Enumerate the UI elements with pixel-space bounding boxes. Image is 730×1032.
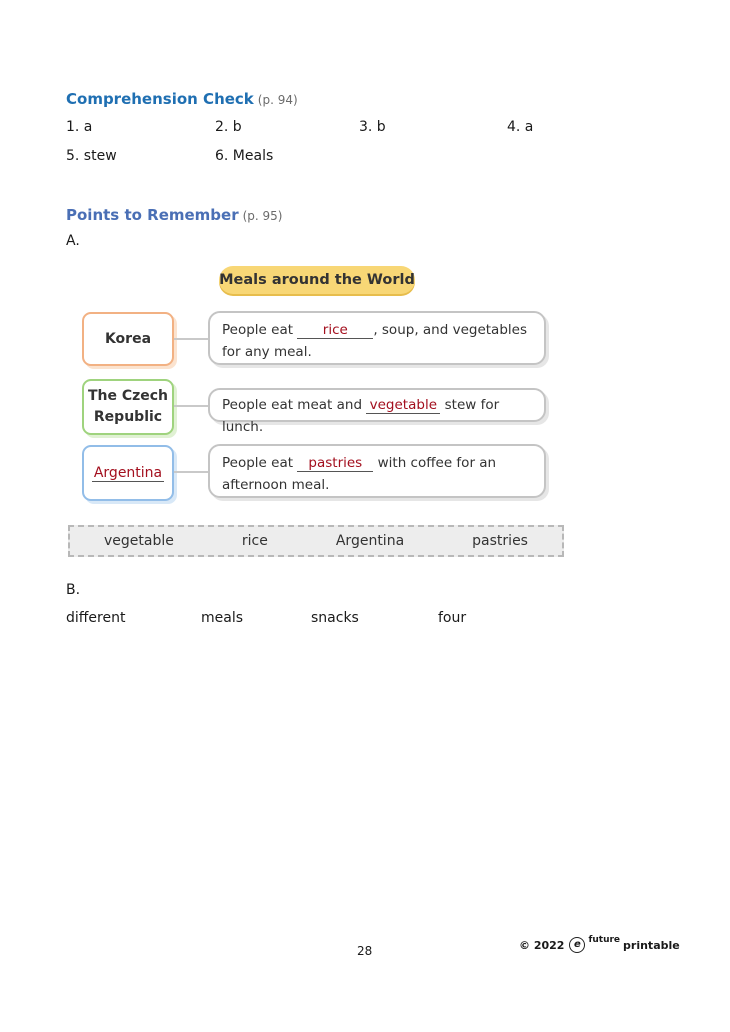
country-label-czech-line2: Republic (93, 409, 163, 425)
country-box-korea (82, 312, 174, 366)
answer-1: 1. a (66, 119, 93, 135)
part-a-label: A. (66, 233, 80, 249)
comprehension-heading (66, 90, 298, 108)
sentence-post: stew for lunch. (222, 397, 500, 435)
page-number: 28 (357, 944, 373, 958)
comprehension-title: Comprehension Check (66, 90, 254, 108)
sentence-pre: People eat (222, 455, 294, 471)
connector-line (174, 338, 208, 340)
sentence-pre: People eat (222, 322, 294, 338)
points-page-ref: (p. 95) (242, 209, 283, 223)
footer-brand (519, 937, 680, 953)
answer-3: 3. b (359, 119, 386, 135)
sentence-box-czech (208, 388, 546, 435)
word-bank-item: rice (241, 533, 268, 549)
sentence-box-argentina (208, 444, 546, 498)
answer-2: 2. b (215, 119, 242, 135)
sentence-post: with coffee for an afternoon meal. (222, 455, 497, 493)
future-printable-logo-icon: e (569, 937, 585, 953)
connector-line (174, 405, 208, 407)
word-bank-item: pastries (472, 533, 528, 549)
part-b-answer-1: different (66, 610, 126, 626)
connector-line (174, 471, 208, 473)
part-b-answer-4: four (438, 610, 467, 626)
answer-blank-pastries: pastries (297, 455, 373, 472)
word-bank-item: vegetable (104, 533, 174, 549)
answer-6: 6. Meals (215, 148, 274, 164)
answer-blank-rice: rice (297, 322, 373, 339)
sentence-box-korea (208, 311, 546, 365)
brand-word-text: printable (623, 938, 680, 952)
part-b-label: B. (66, 582, 81, 598)
sentence-pre: People eat meat and (222, 397, 363, 413)
answer-blank-vegetable: vegetable (366, 397, 440, 414)
part-b-answer-2: meals (201, 610, 244, 626)
answer-5: 5. stew (66, 148, 117, 164)
country-label-korea: Korea (104, 330, 152, 347)
country-box-czech (82, 379, 174, 435)
country-label-czech-line1: The Czech (87, 388, 169, 404)
word-bank (68, 525, 564, 557)
points-title: Points to Remember (66, 206, 239, 224)
brand-sup-text: future (588, 935, 621, 945)
copyright-text: © 2022 (519, 938, 565, 952)
sentence-post: , soup, and vegetables for any meal. (222, 322, 527, 360)
answer-blank-argentina: Argentina (93, 464, 163, 481)
country-box-argentina (82, 445, 174, 501)
word-bank-item: Argentina (335, 533, 405, 549)
diagram-banner: Meals around the World (219, 266, 415, 294)
points-heading (66, 206, 283, 224)
answer-4: 4. a (507, 119, 534, 135)
comprehension-page-ref: (p. 94) (257, 93, 298, 107)
part-b-answer-3: snacks (311, 610, 359, 626)
